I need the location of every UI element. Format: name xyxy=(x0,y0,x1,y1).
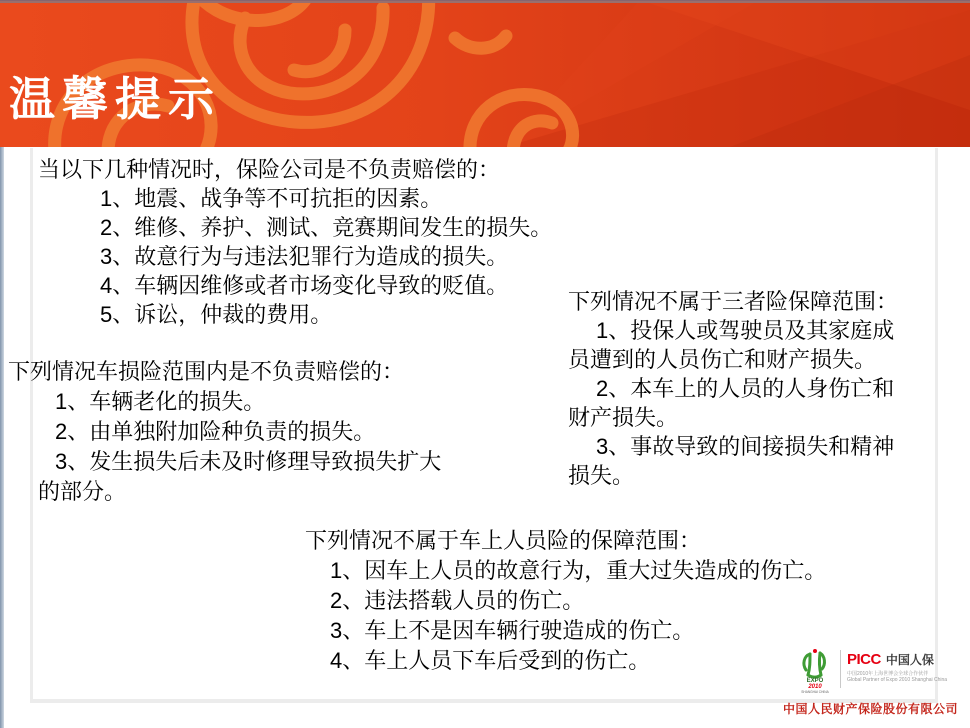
logo-divider xyxy=(840,650,841,688)
picc-logo: PICC xyxy=(847,651,881,668)
picc-logo-block xyxy=(847,648,947,683)
left-edge-strip xyxy=(0,147,4,728)
text-block-vehicle-damage-exclusions xyxy=(8,357,441,507)
text-line: 员遭到的人员伤亡和财产损失。 xyxy=(568,347,877,372)
text-line: 2、由单独附加险种负责的损失。 xyxy=(55,419,376,444)
text-line: 3、车上不是因车辆行驶造成的伤亡。 xyxy=(330,618,695,643)
text-line: 下列情况车损险范围内是不负责赔偿的： xyxy=(8,359,405,384)
text-line: 1、车辆老化的损失。 xyxy=(55,389,266,414)
text-line: 5、诉讼，仲裁的费用。 xyxy=(100,302,333,327)
text-line: 下列情况不属于三者险保障范围： xyxy=(568,289,899,314)
text-block-general-exclusions xyxy=(38,155,552,329)
expo-partner-text-cn: 中国2010年上海世博会全球合作伙伴 xyxy=(847,671,929,677)
logo-row xyxy=(795,648,958,694)
text-block-passenger-exclusions xyxy=(305,526,826,676)
text-line: 损失。 xyxy=(568,463,635,488)
text-line: 1、因车上人员的故意行为，重大过失造成的伤亡。 xyxy=(330,558,827,583)
footer-logos xyxy=(783,648,958,717)
text-line: 3、事故导致的间接损失和精神 xyxy=(596,434,895,459)
expo-year: 2010 xyxy=(808,684,822,690)
text-line: 3、发生损失后未及时修理导致损失扩大 xyxy=(55,449,442,474)
company-name: 中国人民财产保险股份有限公司 xyxy=(783,702,959,716)
text-line: 当以下几种情况时，保险公司是不负责赔偿的： xyxy=(38,157,501,182)
text-line: 3、故意行为与违法犯罪行为造成的损失。 xyxy=(100,244,509,269)
expo-2010-logo xyxy=(795,648,835,694)
text-line: 2、维修、养护、测试、竞赛期间发生的损失。 xyxy=(100,215,553,240)
text-line: 4、车辆因维修或者市场变化导致的贬值。 xyxy=(100,273,509,298)
text-line: 2、违法搭载人员的伤亡。 xyxy=(330,588,585,613)
text-line: 财产损失。 xyxy=(568,405,679,430)
expo-place: SHANGHAI CHINA xyxy=(801,690,829,694)
slide-header xyxy=(0,0,970,147)
text-block-third-party-exclusions xyxy=(568,287,898,490)
text-line: 1、投保人或驾驶员及其家庭成 xyxy=(596,318,895,343)
slide-title: 温馨提示 xyxy=(9,73,221,125)
text-line: 4、车上人员下车后受到的伤亡。 xyxy=(330,648,651,673)
expo-logo-dot xyxy=(813,649,817,653)
text-line: 1、地震、战争等不可抗拒的因素。 xyxy=(100,186,443,211)
text-line: 的部分。 xyxy=(38,479,127,504)
text-line: 2、本车上的人员的人身伤亡和 xyxy=(596,376,895,401)
text-line: 下列情况不属于车上人员险的保障范围： xyxy=(305,528,702,553)
expo-word: EXPO xyxy=(806,678,824,684)
expo-partner-text-en: Global Partner of Expo 2010 Shanghai China xyxy=(847,677,948,683)
picc-chinese-name: 中国人保 xyxy=(885,653,934,667)
